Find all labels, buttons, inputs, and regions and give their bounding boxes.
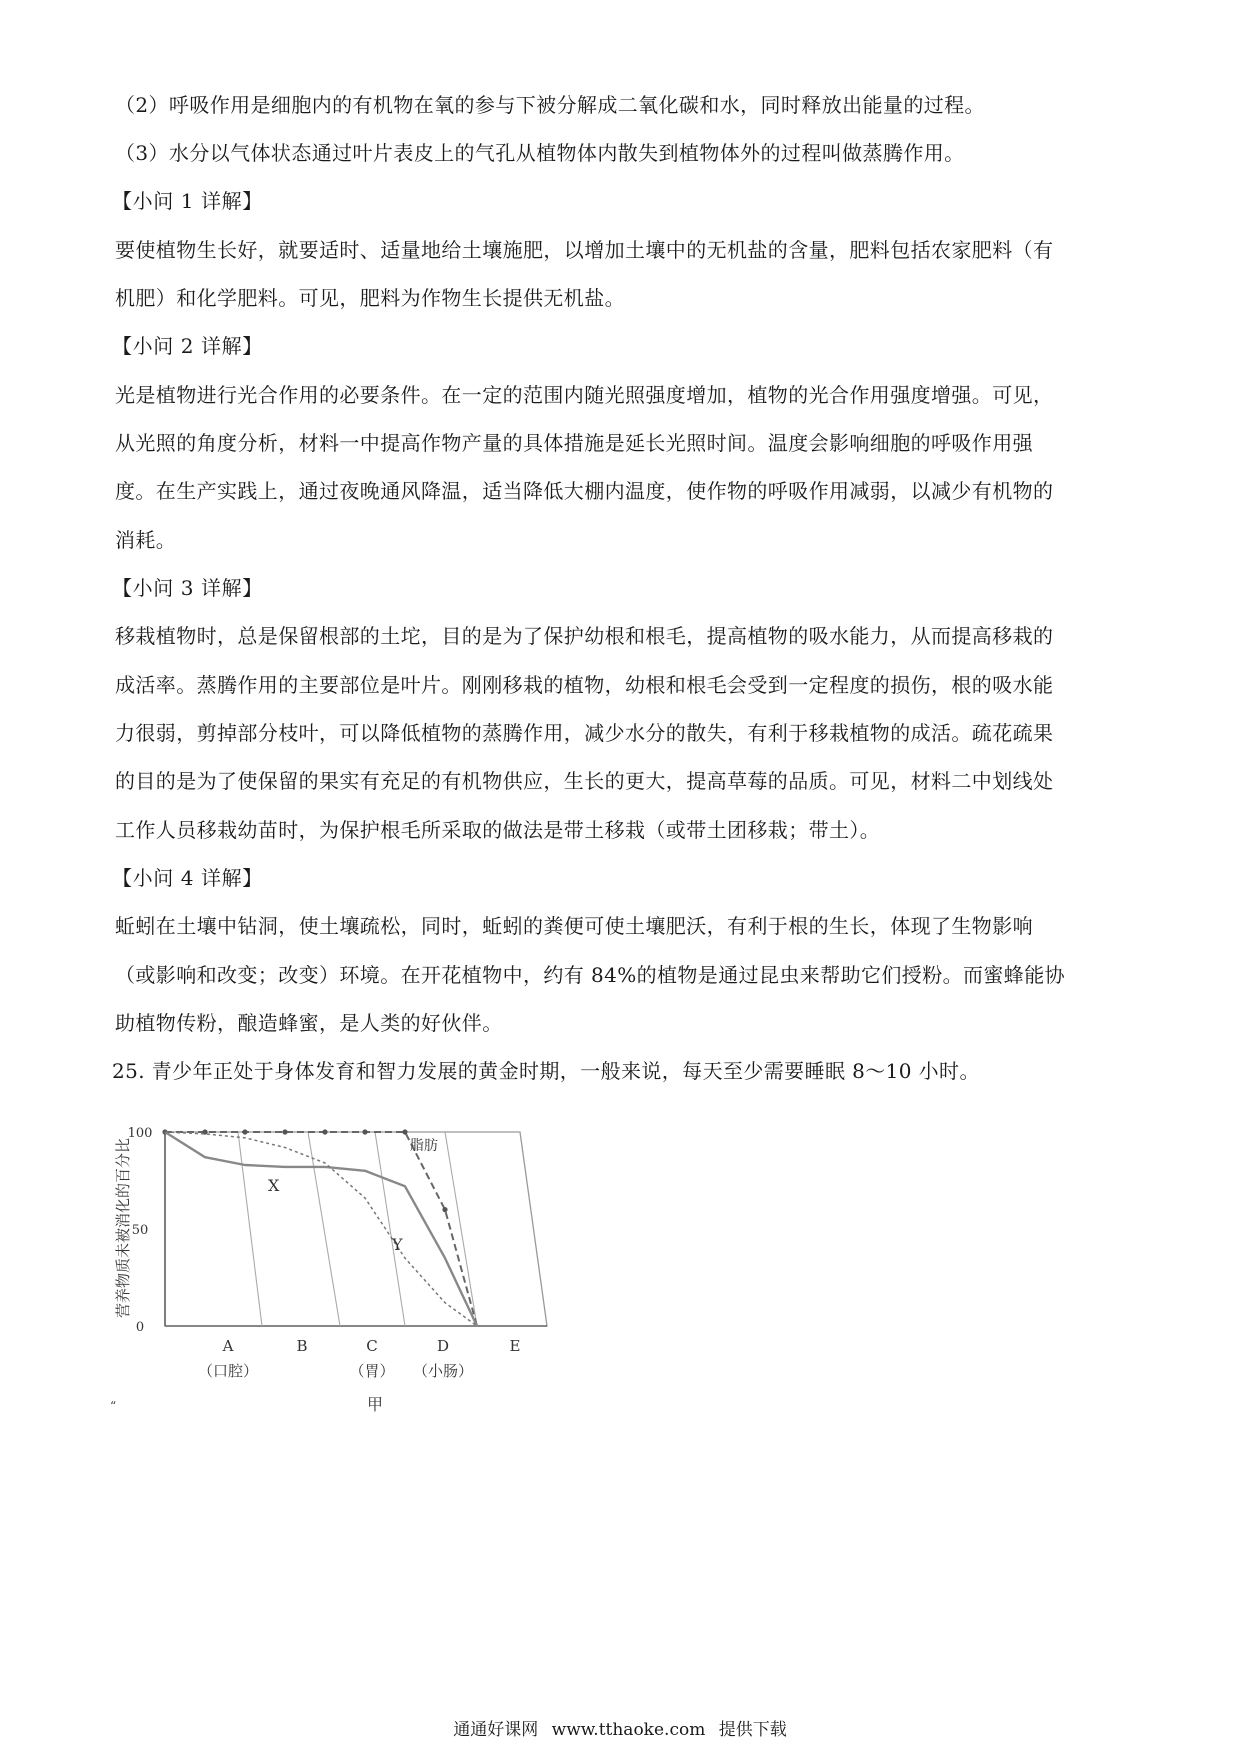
- x-tick-organ-D: （小肠）: [412, 1362, 474, 1380]
- fat-point: [442, 1207, 447, 1212]
- section-3-line-3: 力很弱，剪掉部分枝叶，可以降低植物的蒸腾作用，减少水分的散失，有利于移栽植物的成活。疏花疏果: [115, 721, 1054, 745]
- curve-y: [165, 1132, 477, 1326]
- chart-labels: [110, 1126, 520, 1414]
- x-tick-letter-B: B: [296, 1337, 308, 1355]
- x-tick-letter-A: A: [222, 1337, 234, 1355]
- chart-curves: [162, 1129, 477, 1326]
- fat-point: [362, 1129, 367, 1134]
- fat-point: [402, 1129, 407, 1134]
- x-tick-organ-C: （胃）: [349, 1362, 395, 1380]
- question-25: 25. 青少年正处于身体发育和智力发展的黄金时期，一般来说，每天至少需要睡眠 8～10 小时。: [112, 1059, 980, 1083]
- footer-url[interactable]: www.tthaoke.com: [551, 1720, 706, 1740]
- footer-site-name: 通通好课网: [453, 1720, 539, 1740]
- fat-point: [282, 1129, 287, 1134]
- corner-mark: “: [110, 1399, 117, 1413]
- x-tick-organ-A: （口腔）: [197, 1362, 259, 1380]
- curve-fat: [165, 1132, 477, 1326]
- section-divider-1: [238, 1132, 262, 1326]
- curve-label-fat: 脂肪: [410, 1138, 438, 1154]
- section-3-line-2: 成活率。蒸腾作用的主要部位是叶片。刚刚移栽的植物，幼根和根毛会受到一定程度的损伤，根的吸水能: [115, 673, 1054, 697]
- paragraph-transpiration: （3）水分以气体状态通过叶片表皮上的气孔从植物体内散失到植物体外的过程叫做蒸腾作用。: [115, 141, 965, 165]
- section-3-line-4: 的目的是为了使保留的果实有充足的有机物供应，生长的更大，提高草莓的品质。可见，材料二中划线处: [115, 769, 1054, 793]
- fat-point: [322, 1129, 327, 1134]
- section-heading-3: 【小问 3 详解】: [112, 576, 263, 600]
- curve-label-y: Y: [392, 1235, 403, 1254]
- figure-caption: 甲: [366, 1395, 384, 1414]
- section-heading-1: 【小问 1 详解】: [112, 189, 263, 213]
- digestion-chart: [110, 1108, 630, 1478]
- y-tick-label: 50: [131, 1223, 149, 1238]
- paragraph-respiration: （2）呼吸作用是细胞内的有机物在氧的参与下被分解成二氧化碳和水，同时释放出能量的过程。: [115, 93, 985, 117]
- x-tick-letter-E: E: [509, 1337, 521, 1355]
- section-1-line-1: 要使植物生长好，就要适时、适量地给土壤施肥，以增加土壤中的无机盐的含量，肥料包括农家肥料（有: [115, 238, 1054, 262]
- y-tick-label: 0: [135, 1320, 145, 1335]
- section-2-line-1: 光是植物进行光合作用的必要条件。在一定的范围内随光照强度增加，植物的光合作用强度增强。可见，: [115, 383, 1054, 407]
- section-3-line-5: 工作人员移栽幼苗时，为保护根毛所采取的做法是带土移栽（或带土团移栽；带土）。: [115, 818, 881, 842]
- section-2-line-3: 度。在生产实践上，通过夜晚通风降温，适当降低大棚内温度，使作物的呼吸作用减弱，以减少有机物的: [115, 479, 1054, 503]
- section-2-line-4: 消耗。: [115, 528, 177, 552]
- y-tick-label: 100: [127, 1126, 153, 1141]
- fat-point: [242, 1129, 247, 1134]
- section-2-line-2: 从光照的角度分析，材料一中提高作物产量的具体措施是延长光照时间。温度会影响细胞的呼吸作用强: [115, 431, 1033, 455]
- section-1-line-2: 机肥）和化学肥料。可见，肥料为作物生长提供无机盐。: [115, 286, 625, 310]
- section-4-line-2: （或影响和改变；改变）环境。在开花植物中，约有 84%的植物是通过昆虫来帮助它们授粉。而蜜蜂能协: [115, 963, 1066, 987]
- y-axis-label: 营养物质未被消化的百分比: [114, 1137, 132, 1319]
- section-3-line-1: 移栽植物时，总是保留根部的土坨，目的是为了保护幼根和根毛，提高植物的吸水能力，从而提高移栽的: [115, 624, 1054, 648]
- section-4-line-1: 蚯蚓在土壤中钻洞，使土壤疏松，同时，蚯蚓的粪便可使土壤肥沃，有利于根的生长，体现了生物影响: [115, 914, 1033, 938]
- section-heading-2: 【小问 2 详解】: [112, 334, 263, 358]
- digestion-chart-svg: [110, 1108, 630, 1478]
- curve-label-x: X: [268, 1176, 280, 1195]
- section-heading-4: 【小问 4 详解】: [112, 866, 263, 890]
- section-divider-2: [308, 1132, 340, 1326]
- page-footer: [0, 1718, 1240, 1742]
- section-4-line-3: 助植物传粉，酿造蜂蜜，是人类的好伙伴。: [115, 1011, 503, 1035]
- curve-x: [165, 1132, 477, 1326]
- x-tick-letter-C: C: [366, 1337, 378, 1355]
- x-tick-letter-D: D: [436, 1337, 450, 1355]
- section-divider-3: [375, 1132, 405, 1326]
- footer-suffix: 提供下载: [718, 1720, 787, 1740]
